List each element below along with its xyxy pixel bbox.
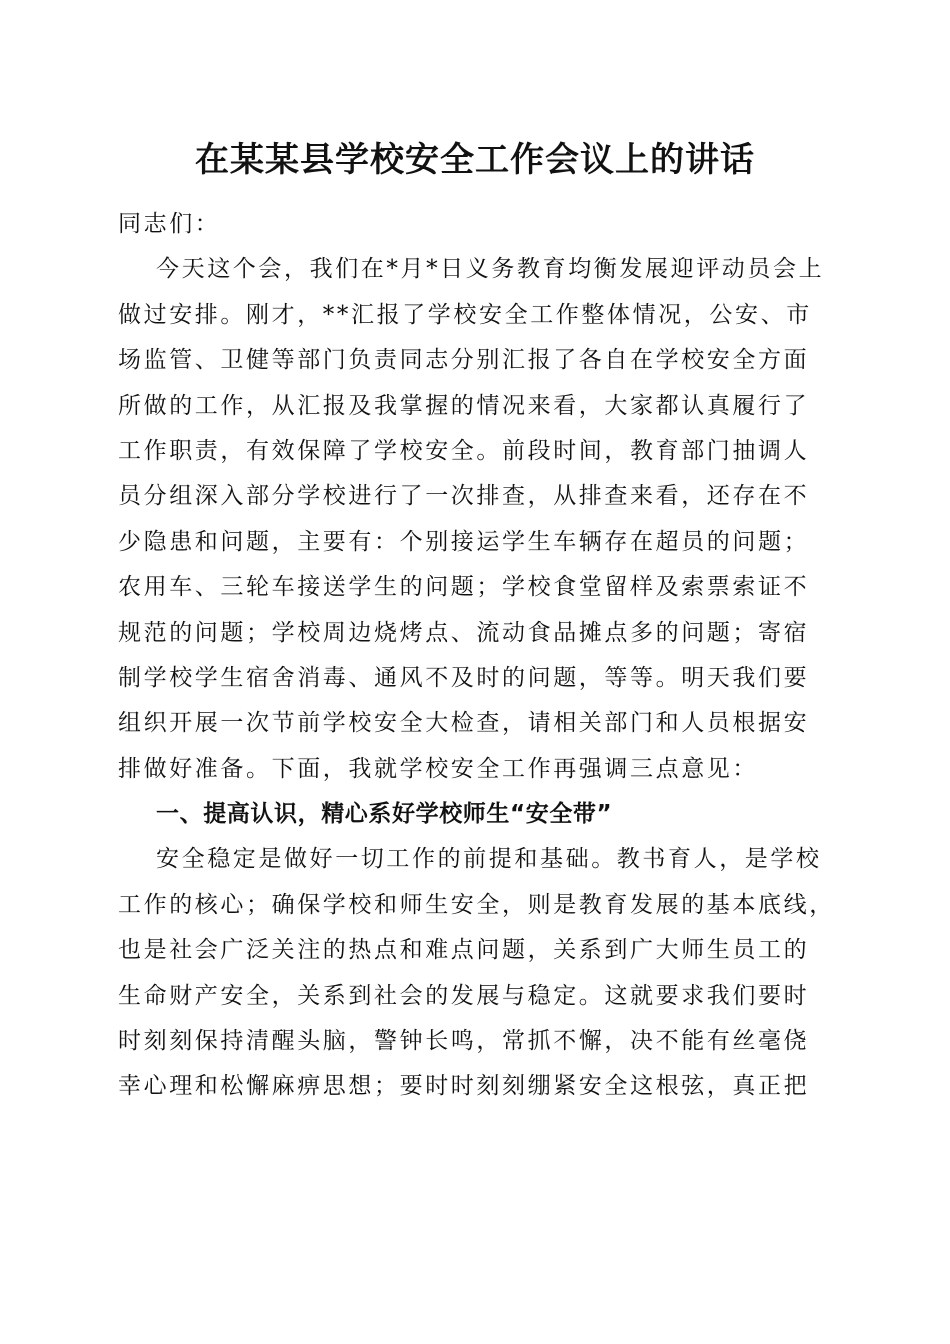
paragraph-line: 所做的工作，从汇报及我掌握的情况来看，大家都认真履行了: [118, 392, 810, 419]
paragraph-line: 也是社会广泛关注的热点和难点问题，关系到广大师生员工的: [118, 937, 810, 964]
salutation: 同志们：: [118, 211, 221, 237]
document-title: 在某某县学校安全工作会议上的讲话: [195, 140, 755, 180]
paragraph-line: 农用车、三轮车接送学生的问题；学校食堂留样及索票索证不: [118, 574, 810, 601]
paragraph-line: 排做好准备。下面，我就学校安全工作再强调三点意见：: [118, 755, 758, 782]
paragraph-line: 幸心理和松懈麻痹思想；要时时刻刻绷紧安全这根弦，真正把: [118, 1073, 810, 1100]
paragraph-line: 安全稳定是做好一切工作的前提和基础。教书育人，是学校: [156, 846, 822, 873]
paragraph-line: 生命财产安全，关系到社会的发展与稳定。这就要求我们要时: [118, 982, 810, 1009]
paragraph-line: 制学校学生宿舍消毒、通风不及时的问题，等等。明天我们要: [118, 664, 810, 691]
paragraph-line: 员分组深入部分学校进行了一次排查，从排查来看，还存在不: [118, 483, 810, 510]
paragraph-line: 今天这个会，我们在*月*日义务教育均衡发展迎评动员会上: [156, 256, 825, 283]
paragraph-line: 做过安排。刚才，**汇报了学校安全工作整体情况，公安、市: [118, 301, 812, 328]
paragraph-line: 工作职责，有效保障了学校安全。前段时间，教育部门抽调人: [118, 437, 810, 464]
document-body: [118, 202, 835, 1110]
paragraph-line: 场监管、卫健等部门负责同志分别汇报了各自在学校安全方面: [118, 347, 810, 374]
paragraph-line: 组织开展一次节前学校安全大检查，请相关部门和人员根据安: [118, 710, 810, 737]
paragraph-line: 规范的问题；学校周边烧烤点、流动食品摊点多的问题；寄宿: [118, 619, 810, 646]
paragraph-line: 时刻刻保持清醒头脑，警钟长鸣，常抓不懈，决不能有丝毫侥: [118, 1028, 810, 1055]
paragraph-line: 工作的核心；确保学校和师生安全，则是教育发展的基本底线，: [118, 891, 835, 918]
section-heading: 一、提高认识，精心系好学校师生“安全带”: [156, 801, 613, 828]
paragraph-line: 少隐患和问题，主要有：个别接运学生车辆存在超员的问题；: [118, 528, 810, 555]
